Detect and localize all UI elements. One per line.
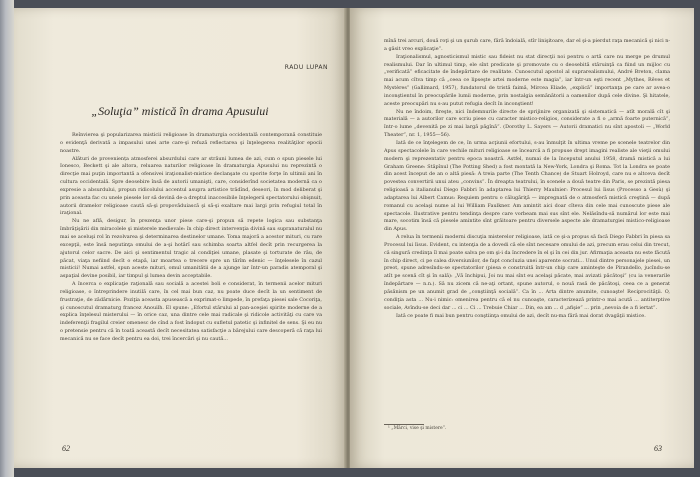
paragraph: Iată de ce înţelegem de ce, în urma acţiunii efortului, s-au înmulţit în ultima vreme pe scenele teatrelor din Apus spectacolele în care vechile mituri religioase se încearcă a fi propuse drept imagini realiste ale vieţii omului modern şi reprezentativ pentru epoca noastră. Astfel, numai de la începutul anului 1958, dramă mistică a lui Graham Greene: Stăpînul (The Potting Shed) a fost montată la New-York, Londra şi Roma. Tot la Londra se poate din acest început de an o altă piesă: A treia parte (The Tenth Chance) de Stuart Holroyd, care nu e altceva decît povestea convertirii unui ateu „convins”. În dreapta teatrului, în scenele a două teatre din Paris, se prezintă piesa religioasă a italianului Diego Fabbri în adaptarea lui Thierry Maulnier: Procesul lui Iisus (Processo a Gesù) şi adaptarea lui Albert Camus: Requiem pentru o călugăriţă — impregnată de o atmosferă mistică creştină — după romanul cu acelaşi nume al lui William Faulkner. Am amintit aici doar cîteva din cele mai cunoscute piese ale spectacole. Ilustrative pentru tendinţa despre care vorbeam mai sus sînt ele. Nelăsîndu-să numărul lor este mai mare, socotim însă că piesele amintite sînt grăitoare pentru diversele aspecte ale dramaturgiei mistico-religioase din Apus. (384, 139, 670, 233)
footnote-divider (384, 424, 424, 425)
paragraph: Alături de proveniența atmosferei absurdului care ar străuni lumea de azi, cum o spun piesele lui Ionesco, Beckett şi ale altora, reluarea naturilor religioase în dramaturgia Apusului nu reprezintă o direcţie mai puţin importantă a ofensivei iraţionalist-mistice declanşate cu sporite forţe în ultimii ani în cultura occidentală. Spre deosebire însă de autorii umanişti, care, considerînd societatea modernă ca o expresie a absurdului, propun ridicolului accentul asupra artistice trădînd, deseori, în mod deliberat şi prin aceasta fac cu unele piesele lor să devină de-a dreptul inaccesibile înţelegerii spectatorului obişnuit, autorii dramelor religioase caută să-şi propovăduiască şi să-şi exaltare mai largi prin refugiul total în iraţional. (60, 155, 322, 217)
right-page (350, 8, 694, 468)
article-title: „Soluţia” mistică în drama Apusului (91, 104, 269, 118)
paragraph: Nu ne îndoim, fireşte, nici îndemnurile directe de sprijinire organizată şi sistematică — atît morală cît şi materială — a autorilor care scriu piese cu caracter mistico-religios, considerate a fi o „armă foarte puternică”, într-o lume „devenită pe zi mai largă păgînă”. (Dorothy L. Sayers — Autorii dramatici nu sînt apostoli — „World Theater”, nr. 1, 1955—56). (384, 108, 670, 139)
paragraph: Nu ne află, desigur, în prezenţa unor piese care-şi propun să repete logica sau substanţa îmbrăţişării din miracolele şi misterele medievale: în chip direct intervenţia divină sau supranaturalul nu mai se aceluşi rol în rezolvarea şi determinarea destinelor umane. Toma majoră a acestor mituri, cu rare excepţii, este însă neputinţa omului de a-şi hotărî sau schimba soarta altfel decît prin recurgerea la ajutorul celor sacre. De aici şi sentimentul tragic al condiţiei umane, plasate şi torturate de rău, de păcat, viaţa nefiind decît o etapă, iar moartea o trecere spre un tărîm edenic — înţelesele în cazul misticii! Numai astfel, spun aceste mituri, omul umanitătii de a ajunge iar într-un paradis atemporal şi aspaţial devine posibil, iar timpul şi lumea devin acceptabile. (60, 218, 322, 280)
paragraph: A încerca o explicaţie raţională sau socială a acestei boli e considerat, în termenii acelor mituri religioase, o întreprindere inutilă care, în cel mai bun caz, nu poate duce decît la un sentiment de frustraţie, de zădărnicie. Poziţia aceasta apusească a exprimat-o limpede, în prefaţa piesei sale Cocoriţa, şi cunoscutul dramaturg francez Anouilh. El spune: „Efortul stărului al pan-aceşiei spirite moderne de a explica înţelesul misterului — în orice caz, una dintre cele mai radicale şi ridicole activităţi cu care va indeferenţii fragilul creier omenesc de cînd a fost îndoput cu sufletul patetic şi infinitel de sens. Şi eu nu o pretensie pentru că în toată această decît necesitatea satisfacţie a bărejului care descoperă că raţa lui mecanică nu se face decît pentru ea doi, trei încercări şi nu caută... (60, 281, 322, 342)
paragraph: Iată ce poate fi mai bun pentru conştiinţa omului de azi, decît nu-ma fărâ mai dorat dvagăţii mistice. (396, 312, 646, 319)
page-number: 62 (62, 444, 70, 453)
left-page-body (60, 132, 322, 444)
page-number: 63 (654, 444, 662, 453)
book-binding-edge (0, 0, 14, 477)
paragraph: mînă trei arcuri, două roţi şi un şurub care, fără îndoială, stîr linişitoare, dar el şi-a pierdut raţa mecanică şi nici n-a găsit vreo explicaţie”. (384, 38, 670, 52)
paragraph: Iraţionalismul, agnosticismul mistic sau fideist nu stat direcţii noi pentru o artă care nu merge pe drumul realismului. Dar în ultimul timp, ele sînt predicate şi promovate cu o deosebită stăruinţă ca fiind un mijloc cu „verificată” eficacitate de îndepărtare de realitate. Cunoscutul apostol al suprarealismului, André Breton, clama mai acum cîtva timp că „ceea ce lipseşte artei moderne este magia”, iar într-un eşti recent „Mythes, Rêves et Mystères” (Gallimard, 1957), fundatorul de tristă faimă, Mircea Eliade, „explică” importanţa pe care ar avea-o inconştientul în preocupările lumii moderne, prin nostalgia semănătorii a oamenilor după cele divine. Şi hitatele, aceste preocupări nu s-au putut refugia decît în inconştient! (384, 53, 670, 107)
right-page-body (384, 38, 670, 418)
footnote: ¹ „Mărci, vise şi mistere”. (388, 426, 447, 431)
left-page (14, 8, 346, 468)
author-name: RADU LUPAN (284, 64, 328, 71)
paragraph: Reînvierea şi popularizarea misticii religioase în dramaturgia occidentală contemporană constituie o evidenţă derivată a impasului unei arte care-şi refuză reflectarea şi înţelegerea realităţilor epocii noastre. (60, 132, 322, 154)
paragraph: A relua în termenii moderni discuţia misterelor religioase, iată ce şi-a propus să facă Diego Fabbri în piesa sa Procesul lui Iisus. Evident, cu intenţia de a dovedi că ele sînt necesare omului de azi, precum erau celui din trecut, că singură credinţa îl mai poate salva pe om şi-i da încredere în el şi în cei din jur. Afirmaţia aceasta nu este făcută în chip direct, ci pe calea diversiunilor, de fapt concluzia unei aparente socrati... Unul dintre personajele piesei, un preot, spune adresîndu-se spectatorilor (piesa e construită într-un chip care aminteşte de Pirandello, jucîndu-se atît pe scenă cît şi în sală): „Vă închipui, Joi nu mai sînt eu acelaşi păcate, mai avizati păcătoşi” (cu ia venerarile îndepărtare — n.n.). Să nu zicem că ne-aţi ortant, spune autorul, o nouă rasă de păcătoşi, ceea ce a generat păsănism pe un anumit grad de „conştiinţă socială”. Ca în ... Arta dintre anumite, cunoaşte! Reciprocităţii. O, condiţia asta ... Nu-i nimic: omenirea pentru că el nu cunoaşte, caracterizează printr-o mai acută ... antiterptive sociale, Avîndu-se deci dar ... ci ... Ci ... Trebuie Chiar ... Din, ea am ... d „afişie” ... prin „nevoia de a fi iertat”. (384, 234, 670, 311)
